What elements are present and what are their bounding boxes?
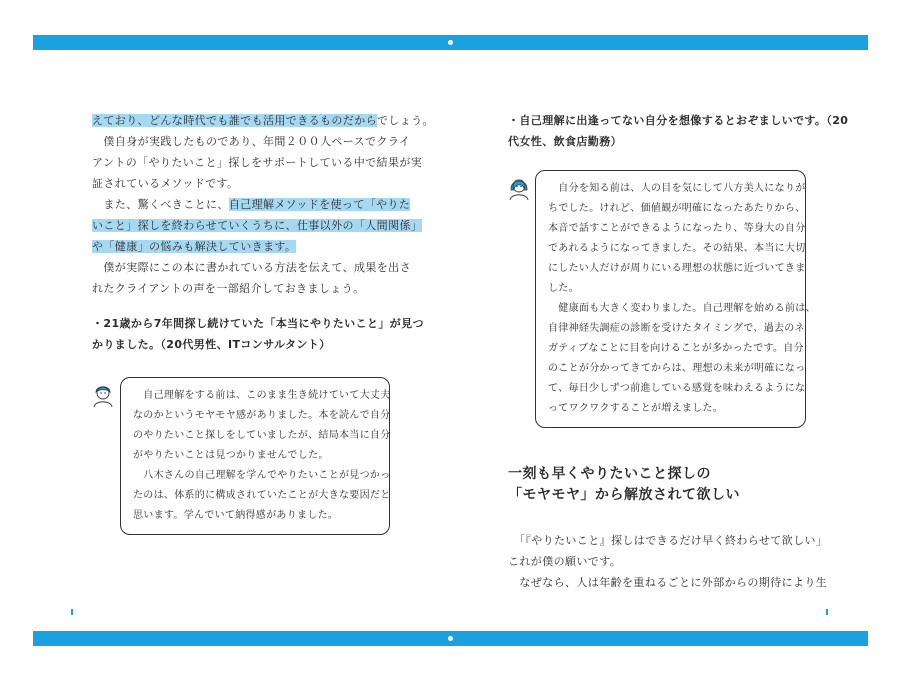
- highlighted-text: や「健康」の悩みも解決していきます。: [92, 240, 297, 253]
- bubble-line: 自律神経失調症の診断を受けたタイミングで、過去のネ: [548, 323, 805, 334]
- right-page-marker: [826, 609, 828, 615]
- bubble-line: 健康面も大きく変わりました。自己理解を始める前は、: [548, 303, 816, 314]
- bubble-line: なのかというモヤモヤ感がありました。本を読んで自分: [133, 410, 391, 421]
- bubble-line: ちでした。けれど、価値観が明確になったあたりから、: [548, 203, 806, 214]
- bubble-line: て、毎日少しずつ前進している感覚を味わえるようにな: [548, 383, 806, 394]
- highlighted-text: 自己理解メソッドを使って「やりた: [228, 198, 411, 211]
- text-segment: 僕自身が実践したものであり、年間２００人ペースでクライ: [92, 135, 411, 148]
- bubble-line: 本音で話すことができるようになったり、等身大の自分: [548, 223, 806, 234]
- bubble-line: 自分を知る前は、人の目を気にして八方美人になりが: [548, 183, 806, 194]
- bubble-line: ガティブなことに目を向けることが多かったです。自分: [548, 343, 804, 354]
- bubble-line: がやりたいことは見つかりませんでした。: [133, 450, 329, 461]
- left-speech-bubble: [120, 377, 390, 535]
- bubble-line: した。: [548, 283, 579, 294]
- top-band-dot: [448, 40, 453, 45]
- right-body-text: [508, 530, 828, 593]
- body-line: [92, 152, 423, 173]
- bubble-line: たのは、体系的に構成されていたことが大きな要因だと: [133, 490, 391, 501]
- bubble-line: ってワクワクすることが増えました。: [548, 403, 724, 414]
- left-body-text: [92, 110, 434, 299]
- body-line: [92, 215, 423, 236]
- right-page: [508, 110, 849, 593]
- body-line: なぜなら、人は年齢を重ねるごとに外部からの期待により生: [508, 576, 828, 589]
- body-line: これが僕の願いです。: [508, 555, 622, 568]
- body-line: [92, 236, 404, 257]
- bubble-line: 自己理解をする前は、このまま生き続けていて大丈夫: [133, 390, 391, 401]
- section-title-line: 一刻も早くやりたいこと探しの: [508, 466, 711, 482]
- body-line: [92, 173, 404, 194]
- section-title-line: 「モヤモヤ」から解放されて欲しい: [508, 487, 740, 503]
- right-testimonial-heading: [508, 110, 849, 152]
- body-line: [92, 110, 434, 131]
- text-segment: また、驚くべきことに、: [92, 198, 229, 211]
- bubble-line: 思います。学んでいて納得感がありました。: [133, 510, 339, 521]
- text-segment: でしょう。: [376, 114, 434, 127]
- bubble-line: のことが分かってきてからは、理想の未来が明確になっ: [548, 363, 806, 374]
- right-speech-bubble: [535, 170, 816, 428]
- text-segment: 僕が実際にこの本に書かれている方法を伝えて、成果を出さ: [92, 261, 411, 274]
- left-page: [92, 110, 434, 535]
- bubble-line: のやりたいこと探しをしていましたが、結局本当に自分: [133, 430, 391, 441]
- bottom-band-dot: [448, 636, 453, 641]
- text-segment: 証されているメソッドです。: [92, 177, 239, 190]
- bubble-line: であれるようになってきました。その結果、本当に大切: [548, 243, 806, 254]
- body-line: [92, 131, 411, 152]
- heading-line: ・自己理解に出逢ってない自分を想像するとおぞましいです。（20: [508, 114, 849, 127]
- man-avatar-icon: [92, 381, 114, 407]
- section-title: [508, 464, 814, 506]
- left-page-marker: [71, 609, 73, 615]
- body-line: 「『やりたいこと』探しはできるだけ早く終わらせて欲しい」: [508, 534, 828, 547]
- heading-line: かりました。（20代男性、ITコンサルタント）: [92, 338, 331, 351]
- body-line: [92, 194, 411, 215]
- body-line: [92, 278, 404, 299]
- woman-avatar-icon: [508, 174, 530, 200]
- right-testimonial: [535, 170, 816, 428]
- heading-line: 代女性、飲食店勤務）: [508, 135, 622, 148]
- bubble-line: にしたい人だけが周りにいる理想の状態に近づいてきま: [548, 263, 806, 274]
- highlighted-text: いこと」探しを終わらせていくうちに、仕事以外の「人間関係」: [92, 219, 423, 232]
- heading-line: ・21歳から7年間探し続けていた「本当にやりたいこと」が見つ: [92, 317, 424, 330]
- body-line: [92, 257, 411, 278]
- bubble-line: 八木さんの自己理解を学んでやりたいことが見つかっ: [133, 470, 391, 481]
- left-testimonial: [120, 377, 390, 535]
- text-segment: れたクライアントの声を一部紹介しておきましょう。: [92, 282, 365, 295]
- highlighted-text: えており、どんな時代でも誰でも活用できるものだから: [92, 114, 377, 127]
- left-testimonial-heading: [92, 313, 424, 355]
- text-segment: アントの「やりたいこと」探しをサポートしている中で結果が実: [92, 156, 423, 169]
